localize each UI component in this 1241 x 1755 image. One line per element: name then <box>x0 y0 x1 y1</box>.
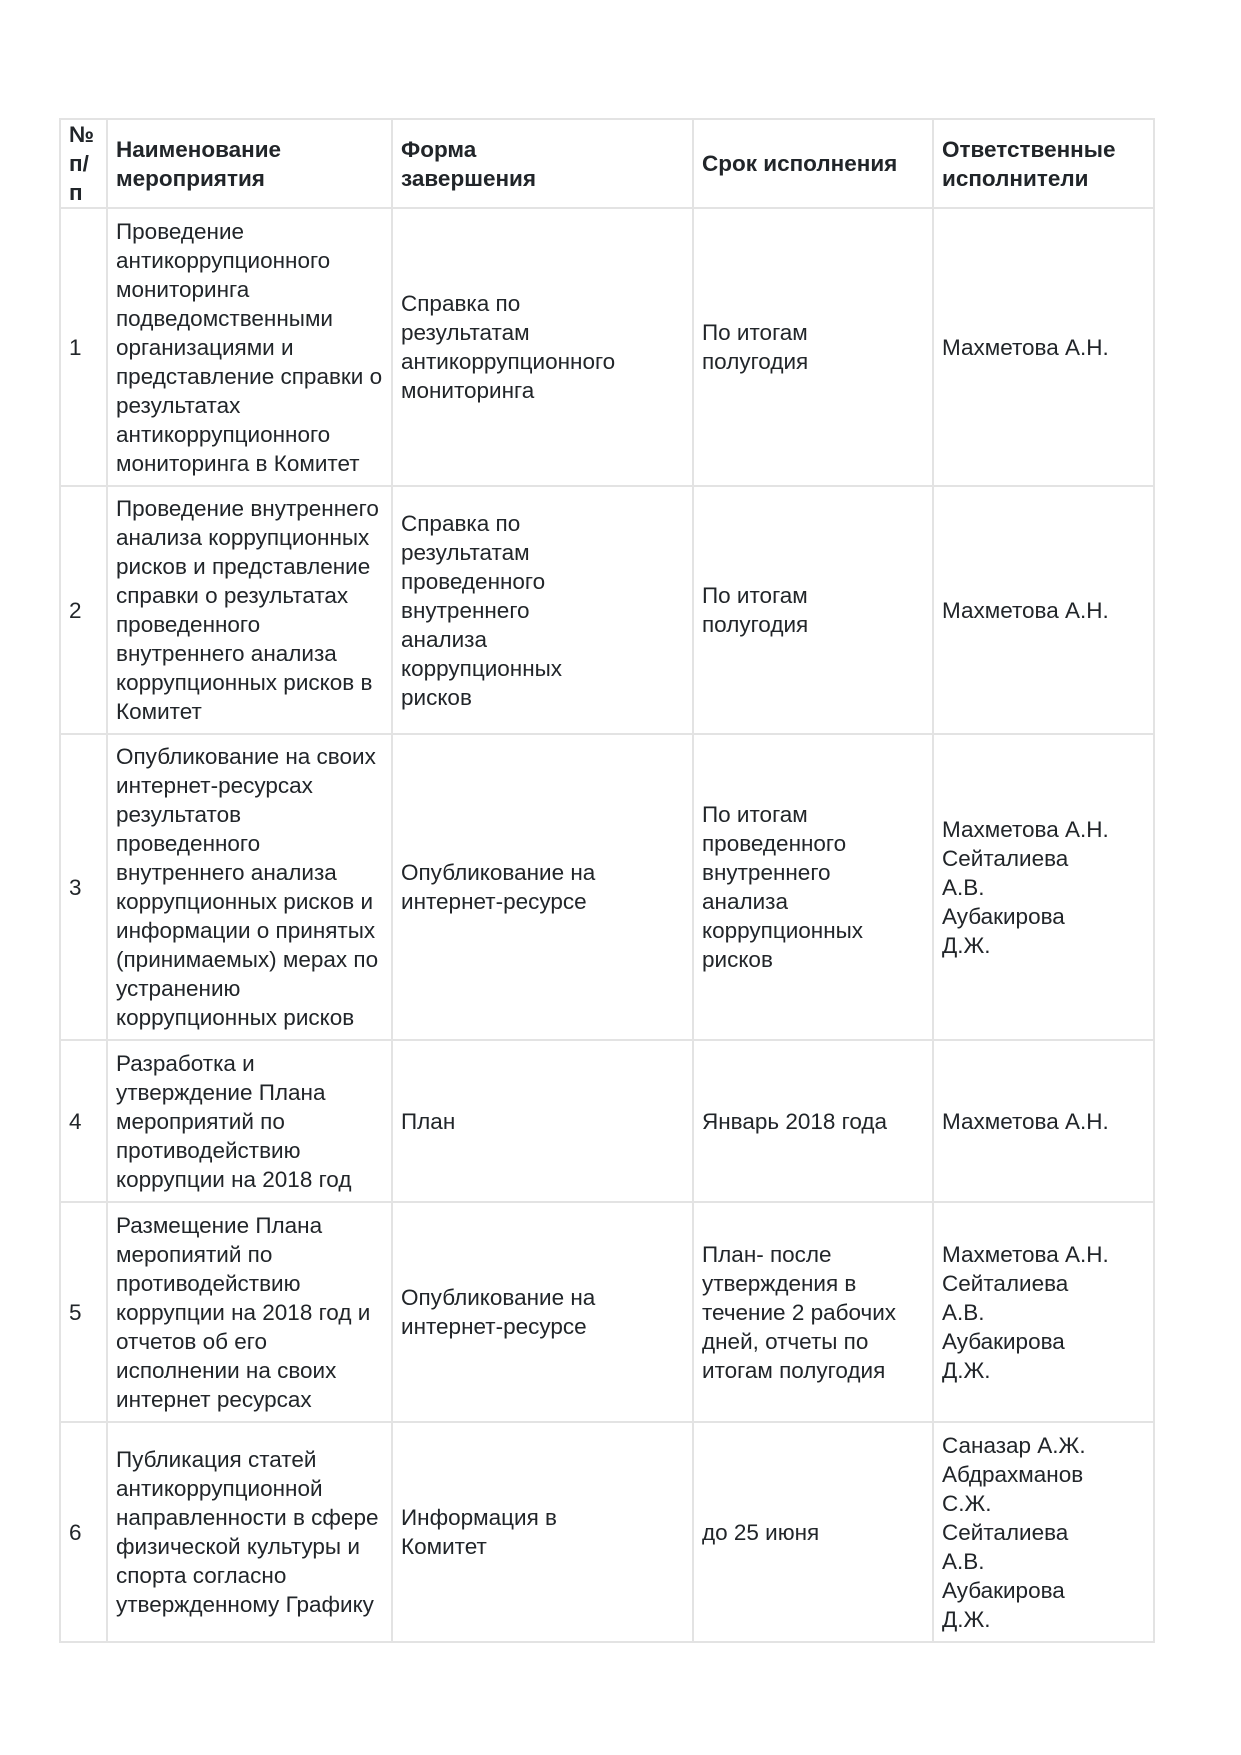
cell-text-line: Махметова А.Н. <box>942 1108 1109 1134</box>
cell-form <box>392 734 693 1040</box>
cell-text-line: представление справки о <box>116 363 383 389</box>
activities-table <box>59 118 1155 1643</box>
cell-text-line: Сейталиева <box>942 1519 1069 1545</box>
cell-text-line: коррупции на 2018 год <box>116 1166 352 1192</box>
cell-text-line: информации о принятых <box>116 918 376 943</box>
cell-text-line: коррупционных рисков в <box>116 670 373 695</box>
cell-text-line: А.В. <box>942 874 985 900</box>
cell-text-line: противодействию <box>116 1270 301 1296</box>
cell-text-line: физической культуры и <box>116 1534 360 1559</box>
cell-text-line: интернет-ресурсе <box>401 889 587 914</box>
cell-deadline <box>693 734 933 1040</box>
cell-deadline <box>693 1422 933 1642</box>
cell-number <box>60 1202 107 1422</box>
cell-text-line: коррупционных рисков и <box>116 889 374 914</box>
cell-text-line: План <box>401 1108 456 1134</box>
cell-text-line: С.Ж. <box>942 1490 992 1516</box>
cell-text-line: Комитет <box>116 699 202 724</box>
cell-text-line: результатах <box>116 392 241 418</box>
cell-text-line: Д.Ж. <box>942 932 991 958</box>
cell-text-line: Размещение Плана <box>116 1212 323 1238</box>
cell-text-line: антикоррупционной <box>116 1476 323 1501</box>
cell-text-line: анализа коррупционных <box>116 525 370 550</box>
cell-text-line: полугодия <box>702 349 809 374</box>
cell-name <box>107 1202 392 1422</box>
cell-text-line: Махметова А.Н. <box>942 816 1109 842</box>
cell-text-line: внутреннего <box>401 597 530 623</box>
cell-text-line: Саназар А.Ж. <box>942 1432 1086 1458</box>
cell-text-line: анализа <box>401 626 487 652</box>
cell-responsible <box>933 486 1154 734</box>
cell-text-line: рисков <box>401 684 472 710</box>
cell-form <box>392 1202 693 1422</box>
cell-text-line: противодействию <box>116 1137 301 1163</box>
table-row <box>60 486 1154 734</box>
cell-deadline <box>693 208 933 486</box>
cell-text-line: направленности в сфере <box>116 1505 379 1530</box>
cell-responsible <box>933 208 1154 486</box>
cell-text-line: до 25 июня <box>702 1519 820 1545</box>
table-row <box>60 1422 1154 1642</box>
cell-text-line: течение 2 рабочих <box>702 1299 897 1325</box>
cell-text-line: Информация в <box>401 1505 557 1530</box>
cell-responsible <box>933 1040 1154 1202</box>
cell-text-line: мониторинга <box>401 378 535 403</box>
cell-text-line: Опубликование на <box>401 860 596 885</box>
cell-name <box>107 208 392 486</box>
table-row <box>60 1202 1154 1422</box>
row-number: 1 <box>69 334 82 360</box>
cell-text-line: По итогам <box>702 320 808 345</box>
cell-text-line: проведенного <box>401 568 546 594</box>
cell-text-line: По итогам <box>702 802 808 827</box>
cell-text-line: Сейталиева <box>942 1270 1069 1296</box>
cell-text-line: Аубакирова <box>942 1577 1065 1603</box>
cell-text-line: отчетов об его <box>116 1328 267 1354</box>
cell-text-line: Аубакирова <box>942 1328 1065 1354</box>
cell-name <box>107 734 392 1040</box>
header-responsible: Ответственные исполнители <box>933 119 1154 208</box>
cell-text-line: проведенного <box>116 612 261 637</box>
cell-form <box>392 1040 693 1202</box>
cell-text-line: Опубликование на своих <box>116 744 376 769</box>
cell-text-line: дней, отчеты по <box>702 1328 869 1354</box>
header-deadline: Срок исполнения <box>693 119 933 208</box>
cell-form <box>392 486 693 734</box>
cell-text-line: Абдрахманов <box>942 1461 1084 1487</box>
cell-text-line: коррупционных рисков <box>116 1005 355 1030</box>
cell-text-line: Сейталиева <box>942 845 1069 871</box>
cell-text-line: антикоррупционного <box>116 421 331 447</box>
row-number: 5 <box>69 1299 82 1325</box>
cell-text-line: организациями и <box>116 334 294 360</box>
cell-text-line: утверждения в <box>702 1270 857 1296</box>
header-number: № п/п <box>60 119 107 208</box>
cell-responsible <box>933 734 1154 1040</box>
cell-text-line: результатам <box>401 539 530 565</box>
cell-text-line: интернет-ресурсах <box>116 773 313 798</box>
cell-text-line: мониторинга в Комитет <box>116 450 360 476</box>
cell-text-line: Махметова А.Н. <box>942 1241 1109 1267</box>
cell-name <box>107 1422 392 1642</box>
cell-deadline <box>693 1040 933 1202</box>
cell-text-line: справки о результатах <box>116 583 349 608</box>
cell-text-line: Публикация статей <box>116 1447 317 1472</box>
cell-deadline <box>693 1202 933 1422</box>
row-number: 6 <box>69 1519 82 1545</box>
cell-text-line: результатов <box>116 802 242 827</box>
cell-text-line: Д.Ж. <box>942 1606 991 1632</box>
cell-text-line: спорта согласно <box>116 1563 287 1588</box>
table-header-row <box>60 119 1154 208</box>
cell-number <box>60 1040 107 1202</box>
cell-text-line: Январь 2018 года <box>702 1108 888 1134</box>
cell-number <box>60 734 107 1040</box>
cell-text-line: Аубакирова <box>942 903 1065 929</box>
cell-deadline <box>693 486 933 734</box>
cell-text-line: Проведение внутреннего <box>116 496 379 521</box>
cell-text-line: мероприятий по <box>116 1108 285 1134</box>
cell-text-line: По итогам <box>702 583 808 608</box>
cell-text-line: проведенного <box>702 831 847 856</box>
cell-text-line: Справка по <box>401 291 521 316</box>
cell-text-line: результатам <box>401 320 530 345</box>
cell-text-line: мониторинга <box>116 276 250 302</box>
header-form: Форма завершения <box>392 119 693 208</box>
row-number: 4 <box>69 1108 82 1134</box>
cell-text-line: утвержденному Графику <box>116 1592 374 1617</box>
table-row <box>60 734 1154 1040</box>
row-number: 3 <box>69 874 82 900</box>
cell-number <box>60 208 107 486</box>
cell-text-line: внутреннего анализа <box>116 860 337 885</box>
cell-text-line: полугодия <box>702 612 809 637</box>
cell-text-line: интернет ресурсах <box>116 1386 312 1412</box>
cell-text-line: План- после <box>702 1241 832 1267</box>
cell-text-line: рисков <box>702 947 773 972</box>
cell-text-line: исполнении на своих <box>116 1357 337 1383</box>
cell-text-line: Д.Ж. <box>942 1357 991 1383</box>
cell-text-line: Проведение <box>116 218 245 244</box>
cell-text-line: А.В. <box>942 1548 985 1574</box>
cell-text-line: антикоррупционного <box>116 247 331 273</box>
cell-text-line: антикоррупционного <box>401 349 616 374</box>
cell-text-line: коррупции на 2018 год и <box>116 1299 371 1325</box>
cell-name <box>107 1040 392 1202</box>
cell-text-line: меропиятий по <box>116 1241 273 1267</box>
cell-responsible <box>933 1202 1154 1422</box>
cell-text-line: Комитет <box>401 1534 487 1559</box>
cell-text-line: рисков и представление <box>116 554 371 579</box>
cell-number <box>60 1422 107 1642</box>
cell-responsible <box>933 1422 1154 1642</box>
cell-number <box>60 486 107 734</box>
cell-text-line: Разработка и <box>116 1050 255 1076</box>
cell-text-line: устранению <box>116 976 241 1001</box>
cell-text-line: Махметова А.Н. <box>942 597 1109 623</box>
cell-form <box>392 208 693 486</box>
cell-text-line: внутреннего <box>702 860 831 885</box>
cell-text-line: А.В. <box>942 1299 985 1325</box>
cell-text-line: Справка по <box>401 510 521 536</box>
cell-text-line: интернет-ресурсе <box>401 1314 587 1339</box>
cell-text-line: Опубликование на <box>401 1285 596 1310</box>
cell-form <box>392 1422 693 1642</box>
cell-text-line: подведомственными <box>116 305 333 331</box>
cell-text-line: коррупционных <box>401 655 563 681</box>
header-name: Наименование мероприятия <box>107 119 392 208</box>
table-row <box>60 208 1154 486</box>
cell-text-line: Махметова А.Н. <box>942 334 1109 360</box>
cell-text-line: (принимаемых) мерах по <box>116 947 379 972</box>
cell-text-line: проведенного <box>116 831 261 856</box>
cell-text-line: итогам полугодия <box>702 1357 886 1383</box>
cell-text-line: анализа <box>702 889 788 914</box>
document-page <box>59 118 1153 1643</box>
cell-text-line: коррупционных <box>702 918 864 943</box>
cell-text-line: утверждение Плана <box>116 1079 326 1105</box>
cell-name <box>107 486 392 734</box>
table-row <box>60 1040 1154 1202</box>
row-number: 2 <box>69 597 82 623</box>
cell-text-line: внутреннего анализа <box>116 641 337 666</box>
